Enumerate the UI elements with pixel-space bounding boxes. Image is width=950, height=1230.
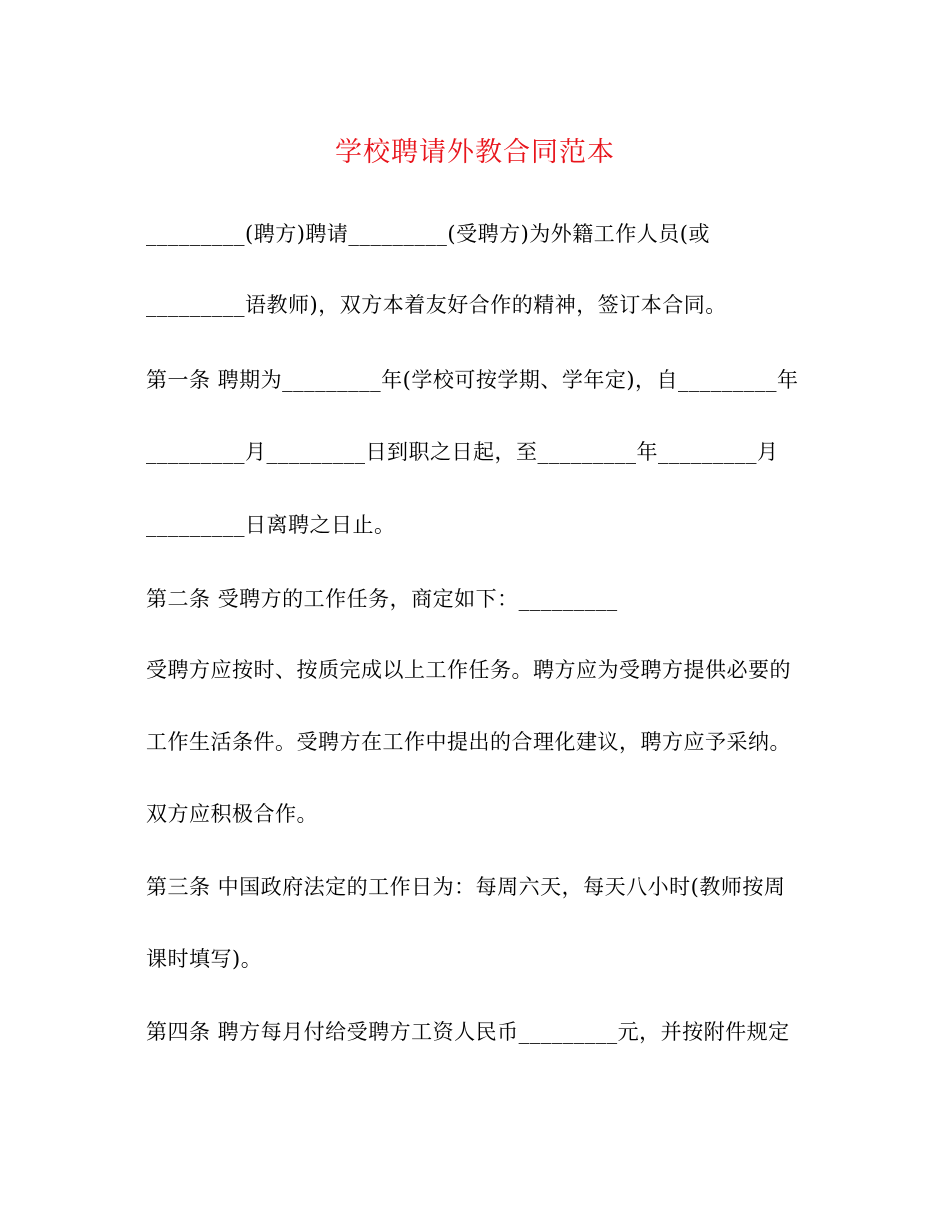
document-title: 学校聘请外教合同范本 xyxy=(335,137,615,168)
contract-line: 课时填写)。 xyxy=(146,947,263,971)
contract-line: _________日离聘之日止。 xyxy=(146,513,396,537)
contract-line: 第一条 聘期为_________年(学校可按学期、学年定)，自_________年 xyxy=(146,368,799,392)
contract-line: 双方应积极合作。 xyxy=(146,802,318,826)
contract-line: _________月_________日到职之日起，至_________年_________月 xyxy=(146,440,779,464)
contract-line: 第二条 受聘方的工作任务，商定如下：_________ xyxy=(146,587,618,611)
contract-line: 第三条 中国政府法定的工作日为：每周六天，每天八小时(教师按周 xyxy=(146,875,786,899)
contract-line: 受聘方应按时、按质完成以上工作任务。聘方应为受聘方提供必要的 xyxy=(146,658,791,682)
contract-line: 工作生活条件。受聘方在工作中提出的合理化建议，聘方应予采纳。 xyxy=(146,730,791,754)
contract-line: _________(聘方)聘请_________(受聘方)为外籍工作人员(或 xyxy=(146,222,710,246)
contract-line: 第四条 聘方每月付给受聘方工资人民币_________元，并按附件规定 xyxy=(146,1020,790,1044)
contract-line: _________语教师)，双方本着友好合作的精神，签订本合同。 xyxy=(146,293,727,317)
